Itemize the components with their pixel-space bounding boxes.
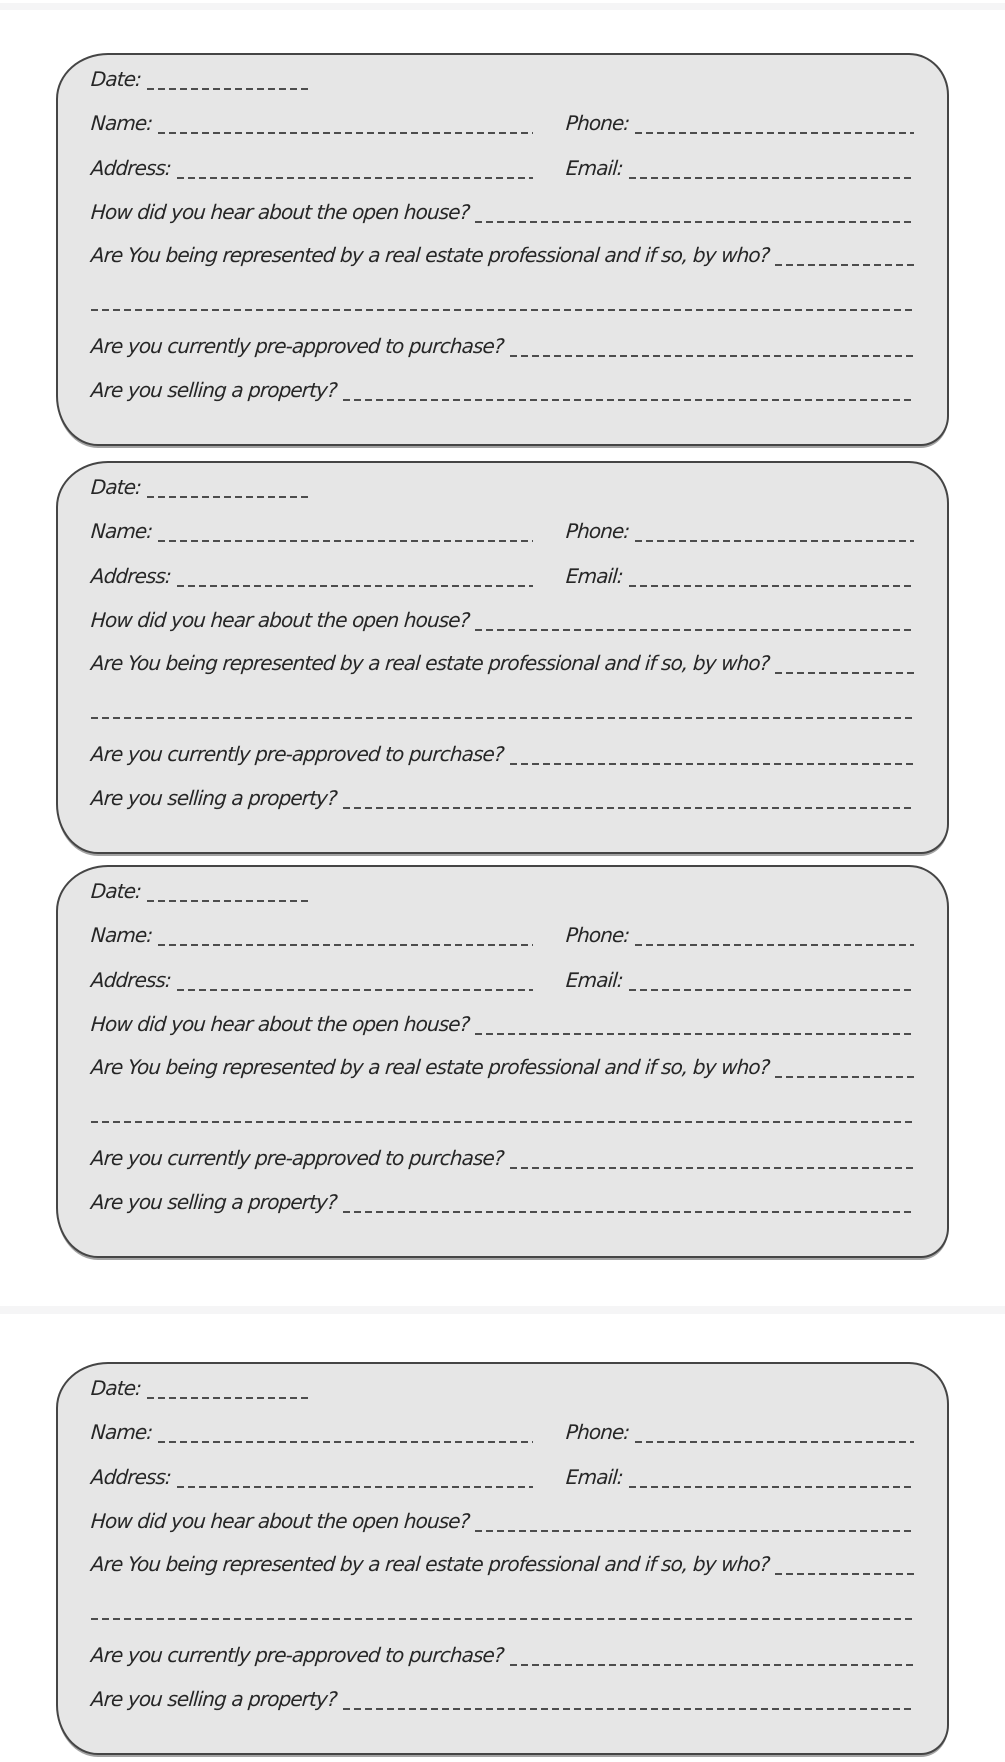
- preapproved-row: [91, 1143, 914, 1169]
- represented-row: [91, 240, 914, 266]
- address-column: [91, 965, 533, 991]
- selling-entry-line: [343, 1684, 914, 1710]
- address-entry-line: [177, 561, 533, 587]
- address-email-row: [91, 965, 914, 991]
- phone-entry-line: [635, 516, 914, 542]
- represented-entry-line: [775, 1052, 914, 1078]
- selling-row: [91, 783, 914, 809]
- name-entry-line: [158, 920, 533, 946]
- selling-entry-line: [343, 783, 914, 809]
- address-email-row: [91, 153, 914, 179]
- represented-entry-line: [775, 648, 914, 674]
- email-column: [566, 965, 914, 991]
- selling-entry-line: [343, 1187, 914, 1213]
- name-column: [91, 1417, 533, 1443]
- signin-form-block-3: [56, 865, 949, 1258]
- selling-label: Are you selling a property?: [90, 1687, 338, 1711]
- phone-label: Phone:: [565, 923, 631, 947]
- address-column: [91, 1462, 533, 1488]
- date-label: Date:: [90, 67, 142, 91]
- phone-entry-line: [635, 1417, 914, 1443]
- represented-label: Are You being represented by a real estate professional and if so, by who?: [90, 1055, 771, 1079]
- name-column: [91, 108, 533, 134]
- signin-form-block-4: [56, 1362, 949, 1755]
- date-label: Date:: [90, 1376, 142, 1400]
- represented-continuation-line: [91, 1097, 914, 1123]
- page-separator: [0, 1306, 1005, 1314]
- email-entry-line: [629, 561, 914, 587]
- name-entry-line: [158, 516, 533, 542]
- date-row: [91, 472, 914, 498]
- selling-label: Are you selling a property?: [90, 786, 338, 810]
- email-label: Email:: [565, 1465, 624, 1489]
- name-phone-row: [91, 516, 914, 542]
- represented-row: [91, 1549, 914, 1575]
- signin-form-block-1: [56, 53, 949, 446]
- name-label: Name:: [90, 519, 154, 543]
- email-label: Email:: [565, 156, 624, 180]
- represented-continuation-line: [91, 1594, 914, 1620]
- selling-label: Are you selling a property?: [90, 378, 338, 402]
- phone-label: Phone:: [565, 519, 631, 543]
- phone-column: [566, 1417, 914, 1443]
- preapproved-row: [91, 331, 914, 357]
- address-label: Address:: [90, 156, 172, 180]
- how-heard-entry-line: [475, 1506, 914, 1532]
- preapproved-entry-line: [510, 331, 914, 357]
- preapproved-label: Are you currently pre-approved to purchase?: [90, 334, 505, 358]
- represented-continuation-row: [91, 693, 914, 719]
- date-row: [91, 64, 914, 90]
- phone-entry-line: [635, 920, 914, 946]
- represented-entry-line: [775, 1549, 914, 1575]
- address-column: [91, 153, 533, 179]
- how-heard-entry-line: [475, 605, 914, 631]
- name-phone-row: [91, 920, 914, 946]
- email-entry-line: [629, 153, 914, 179]
- date-entry-line: [147, 1373, 312, 1399]
- represented-label: Are You being represented by a real estate professional and if so, by who?: [90, 1552, 771, 1576]
- address-label: Address:: [90, 968, 172, 992]
- selling-entry-line: [343, 375, 914, 401]
- how-heard-row: [91, 605, 914, 631]
- represented-continuation-row: [91, 285, 914, 311]
- address-entry-line: [177, 1462, 533, 1488]
- how-heard-entry-line: [475, 1009, 914, 1035]
- how-heard-row: [91, 197, 914, 223]
- email-column: [566, 561, 914, 587]
- represented-entry-line: [775, 240, 914, 266]
- selling-row: [91, 1684, 914, 1710]
- represented-row: [91, 648, 914, 674]
- phone-column: [566, 516, 914, 542]
- selling-row: [91, 375, 914, 401]
- preapproved-label: Are you currently pre-approved to purchase?: [90, 1643, 505, 1667]
- date-label: Date:: [90, 879, 142, 903]
- phone-label: Phone:: [565, 1420, 631, 1444]
- name-entry-line: [158, 1417, 533, 1443]
- how-heard-label: How did you hear about the open house?: [90, 608, 471, 632]
- page-separator-top: [0, 3, 1005, 10]
- selling-label: Are you selling a property?: [90, 1190, 338, 1214]
- represented-continuation-row: [91, 1097, 914, 1123]
- name-phone-row: [91, 1417, 914, 1443]
- phone-entry-line: [635, 108, 914, 134]
- name-phone-row: [91, 108, 914, 134]
- preapproved-row: [91, 1640, 914, 1666]
- name-label: Name:: [90, 111, 154, 135]
- date-entry-line: [147, 472, 312, 498]
- name-label: Name:: [90, 1420, 154, 1444]
- date-row: [91, 876, 914, 902]
- name-label: Name:: [90, 923, 154, 947]
- email-entry-line: [629, 1462, 914, 1488]
- preapproved-entry-line: [510, 1640, 914, 1666]
- email-column: [566, 153, 914, 179]
- preapproved-entry-line: [510, 1143, 914, 1169]
- address-column: [91, 561, 533, 587]
- preapproved-label: Are you currently pre-approved to purchase?: [90, 742, 505, 766]
- address-label: Address:: [90, 564, 172, 588]
- represented-continuation-line: [91, 285, 914, 311]
- represented-continuation-line: [91, 693, 914, 719]
- preapproved-label: Are you currently pre-approved to purchase?: [90, 1146, 505, 1170]
- date-label: Date:: [90, 475, 142, 499]
- phone-column: [566, 920, 914, 946]
- how-heard-row: [91, 1009, 914, 1035]
- email-label: Email:: [565, 564, 624, 588]
- signin-form-block-2: [56, 461, 949, 854]
- address-email-row: [91, 561, 914, 587]
- how-heard-label: How did you hear about the open house?: [90, 1012, 471, 1036]
- represented-row: [91, 1052, 914, 1078]
- represented-label: Are You being represented by a real estate professional and if so, by who?: [90, 651, 771, 675]
- address-label: Address:: [90, 1465, 172, 1489]
- phone-label: Phone:: [565, 111, 631, 135]
- email-entry-line: [629, 965, 914, 991]
- date-entry-line: [147, 64, 312, 90]
- name-entry-line: [158, 108, 533, 134]
- name-column: [91, 920, 533, 946]
- email-label: Email:: [565, 968, 624, 992]
- selling-row: [91, 1187, 914, 1213]
- represented-label: Are You being represented by a real estate professional and if so, by who?: [90, 243, 771, 267]
- how-heard-entry-line: [475, 197, 914, 223]
- address-email-row: [91, 1462, 914, 1488]
- phone-column: [566, 108, 914, 134]
- how-heard-label: How did you hear about the open house?: [90, 1509, 471, 1533]
- name-column: [91, 516, 533, 542]
- represented-continuation-row: [91, 1594, 914, 1620]
- date-row: [91, 1373, 914, 1399]
- how-heard-row: [91, 1506, 914, 1532]
- date-entry-line: [147, 876, 312, 902]
- how-heard-label: How did you hear about the open house?: [90, 200, 471, 224]
- address-entry-line: [177, 965, 533, 991]
- preapproved-entry-line: [510, 739, 914, 765]
- email-column: [566, 1462, 914, 1488]
- address-entry-line: [177, 153, 533, 179]
- preapproved-row: [91, 739, 914, 765]
